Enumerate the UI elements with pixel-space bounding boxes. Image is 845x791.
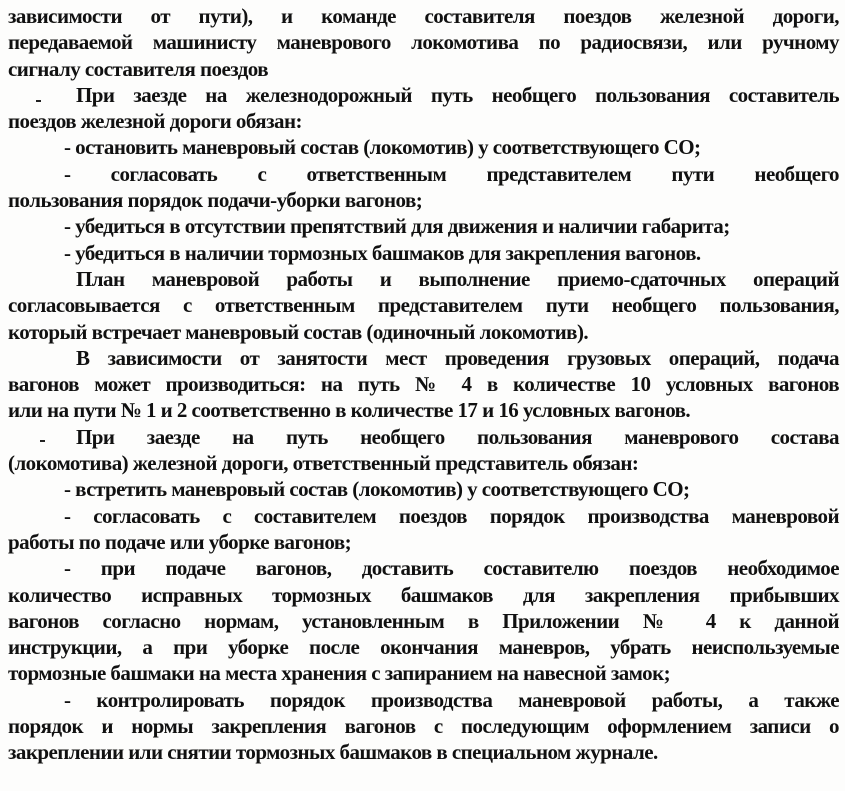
text-line: вагонов может производиться: на путь № 4 в количестве 10 условных вагонов: [8, 372, 839, 397]
text-line: - встретить маневровый состав (локомотив) у соответствующего СО;: [64, 477, 690, 502]
text-line: вагонов согласно нормам, установленным в Приложении № 4 к данной: [8, 608, 839, 633]
text-line: План маневровой работы и выполнение приемо-сдаточных операций: [76, 266, 839, 291]
text-line: - при подаче вагонов, доставить составителю поездов необходимое: [64, 556, 839, 581]
text-line: При заезде на железнодорожный путь необщего пользования составитель: [76, 82, 839, 107]
text-line: При заезде на путь необщего пользования маневрового состава: [76, 424, 839, 449]
text-line: - контролировать порядок производства маневровой работы, а также: [64, 687, 839, 712]
text-line: закреплении или снятии тормозных башмаков в специальном журнале.: [8, 740, 658, 765]
text-line: пользования порядок подачи-уборки вагонов;: [8, 188, 423, 213]
text-line: зависимости от пути), и команде составителя поездов железной дороги,: [8, 4, 839, 28]
text-line: поездов железной дороги обязан:: [8, 109, 302, 134]
text-line: - остановить маневровый состав (локомотив) у соответствующего СО;: [64, 135, 701, 160]
text-line: (локомотива) железной дороги, ответственный представитель обязан:: [8, 451, 639, 476]
scan-speck: [36, 100, 41, 102]
text-line: - согласовать с ответственным представителем пути необщего: [64, 161, 839, 186]
text-line: сигналу составителя поездов: [8, 56, 269, 81]
text-line: инструкции, а при уборке после окончания маневров, убрать неиспользуемые: [8, 635, 839, 660]
text-line: В зависимости от занятости мест проведения грузовых операций, подача: [76, 345, 839, 370]
text-line: согласовывается с ответственным представителем пути необщего пользования,: [8, 293, 839, 318]
text-line: количество исправных тормозных башмаков для закрепления прибывших: [8, 582, 839, 607]
text-line: тормозные башмаки на места хранения с запиранием на навесной замок;: [8, 661, 671, 686]
text-line: работы по подаче или уборке вагонов;: [8, 529, 352, 554]
text-line: - убедиться в отсутствии препятствий для движения и наличии габарита;: [64, 214, 730, 239]
text-line: который встречает маневровый состав (одиночный локомотив).: [8, 319, 589, 344]
text-line: - согласовать с составителем поездов порядок производства маневровой: [64, 503, 839, 528]
scan-speck: [40, 440, 45, 442]
text-line: - убедиться в наличии тормозных башмаков для закрепления вагонов.: [64, 240, 701, 265]
text-line: порядок и нормы закрепления вагонов с последующим оформлением записи о: [8, 714, 839, 739]
text-line: или на пути № 1 и 2 соответственно в количестве 17 и 16 условных вагонов.: [8, 398, 691, 423]
text-line: передаваемой машинисту маневрового локомотива по радиосвязи, или ручному: [8, 30, 839, 55]
